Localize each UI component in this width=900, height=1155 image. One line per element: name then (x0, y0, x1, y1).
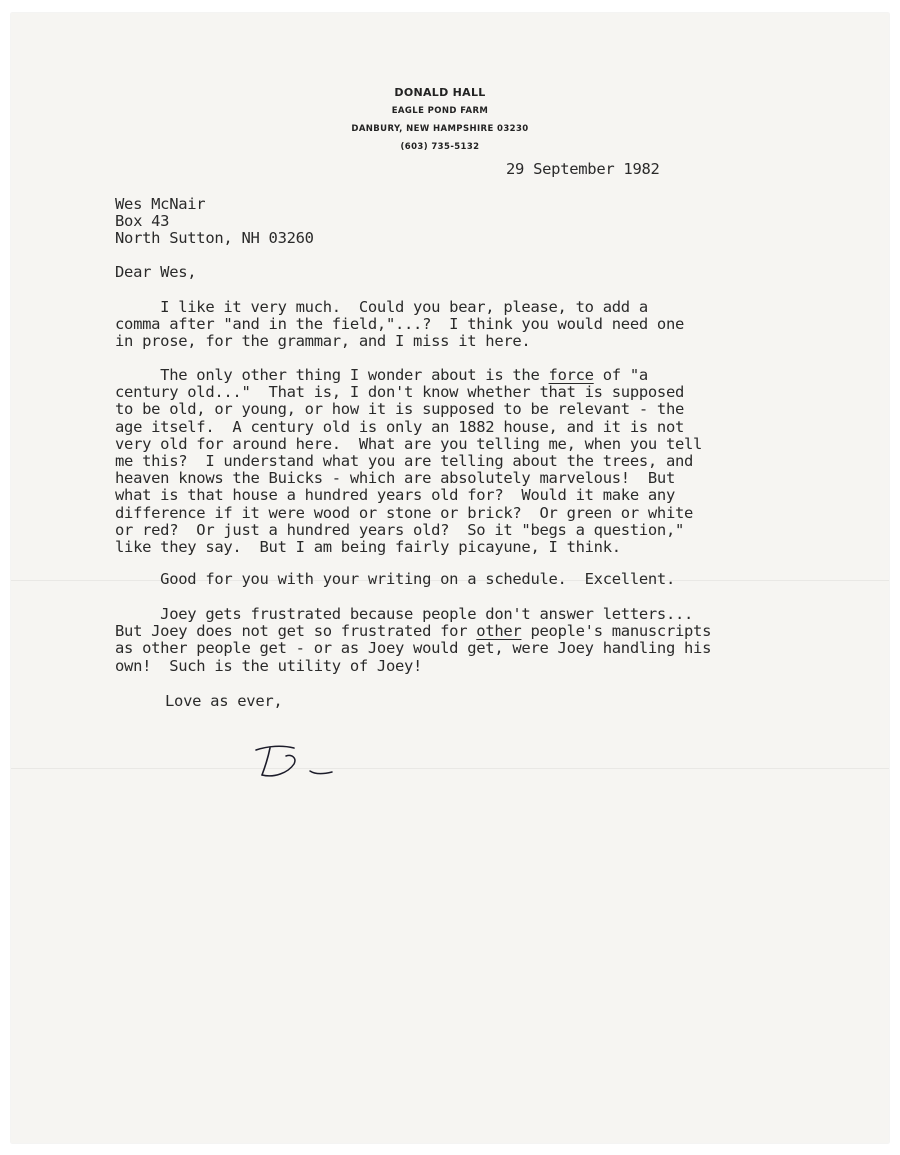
recipient-box: Box 43 (115, 212, 170, 231)
text-line: century old..." That is, I don't know whether that is supposed (115, 383, 685, 402)
letterhead-farm: EAGLE POND FARM (391, 106, 489, 116)
letterhead-phone: (603) 735-5132 (400, 142, 480, 152)
text-line: what is that house a hundred years old for? Would it make any (115, 486, 675, 505)
recipient-name: Wes McNair (115, 195, 206, 213)
text-line: to be old, or young, or how it is supposed to be relevant - the (115, 400, 685, 419)
text-line (115, 367, 702, 384)
letter-date: 29 September 1982 (506, 160, 660, 178)
text-line: age itself. A century old is only an 1882 house, and it is not (115, 417, 685, 436)
letterhead (300, 84, 580, 156)
text-line: heaven knows the Buicks - which are absolutely marvelous! But (115, 469, 675, 488)
text-segment: But Joey does not get so frustrated for (115, 622, 477, 641)
recipient-city: North Sutton, NH 03260 (115, 229, 314, 248)
text-line: Joey gets frustrated because people don't answer letters... (115, 605, 694, 623)
text-line: me this? I understand what you are telling about the trees, and (115, 452, 694, 471)
text-segment: of "a (593, 366, 648, 384)
paragraph-schedule (115, 571, 675, 588)
text-line: in prose, for the grammar, and I miss it here. (115, 332, 531, 351)
paper-fold-line (11, 768, 889, 769)
paragraph-joey (115, 606, 711, 675)
paragraph-comma-request (115, 299, 684, 351)
text-line: Good for you with your writing on a schedule. Excellent. (115, 570, 675, 588)
text-line: comma after "and in the field,"...? I think you would need one (115, 315, 685, 334)
recipient-address (115, 196, 314, 248)
underlined-word-other: other (476, 622, 522, 641)
closing: Love as ever, (165, 692, 283, 710)
text-segment: people's manuscripts (521, 622, 712, 641)
salutation: Dear Wes, (115, 263, 197, 281)
text-line: very old for around here. What are you telling me, when you tell (115, 434, 703, 453)
text-line: own! Such is the utility of Joey! (115, 656, 423, 675)
underlined-word-force: force (548, 366, 594, 384)
text-line: like they say. But I am being fairly picayune, I think. (115, 538, 621, 557)
text-segment: The only other thing I wonder about is the (115, 366, 549, 384)
text-line: I like it very much. Could you bear, please, to add a (115, 298, 648, 316)
text-line (115, 623, 711, 640)
text-line: difference if it were wood or stone or brick? Or green or white (115, 503, 694, 522)
text-line: as other people get - or as Joey would get, were Joey handling his (115, 639, 712, 658)
paragraph-century-old (115, 367, 702, 556)
text-line: or red? Or just a hundred years old? So it "begs a question," (115, 520, 685, 539)
handwritten-signature (248, 740, 348, 785)
letterhead-name: DONALD HALL (394, 86, 486, 99)
letterhead-address: DANBURY, NEW HAMPSHIRE 03230 (351, 124, 529, 134)
